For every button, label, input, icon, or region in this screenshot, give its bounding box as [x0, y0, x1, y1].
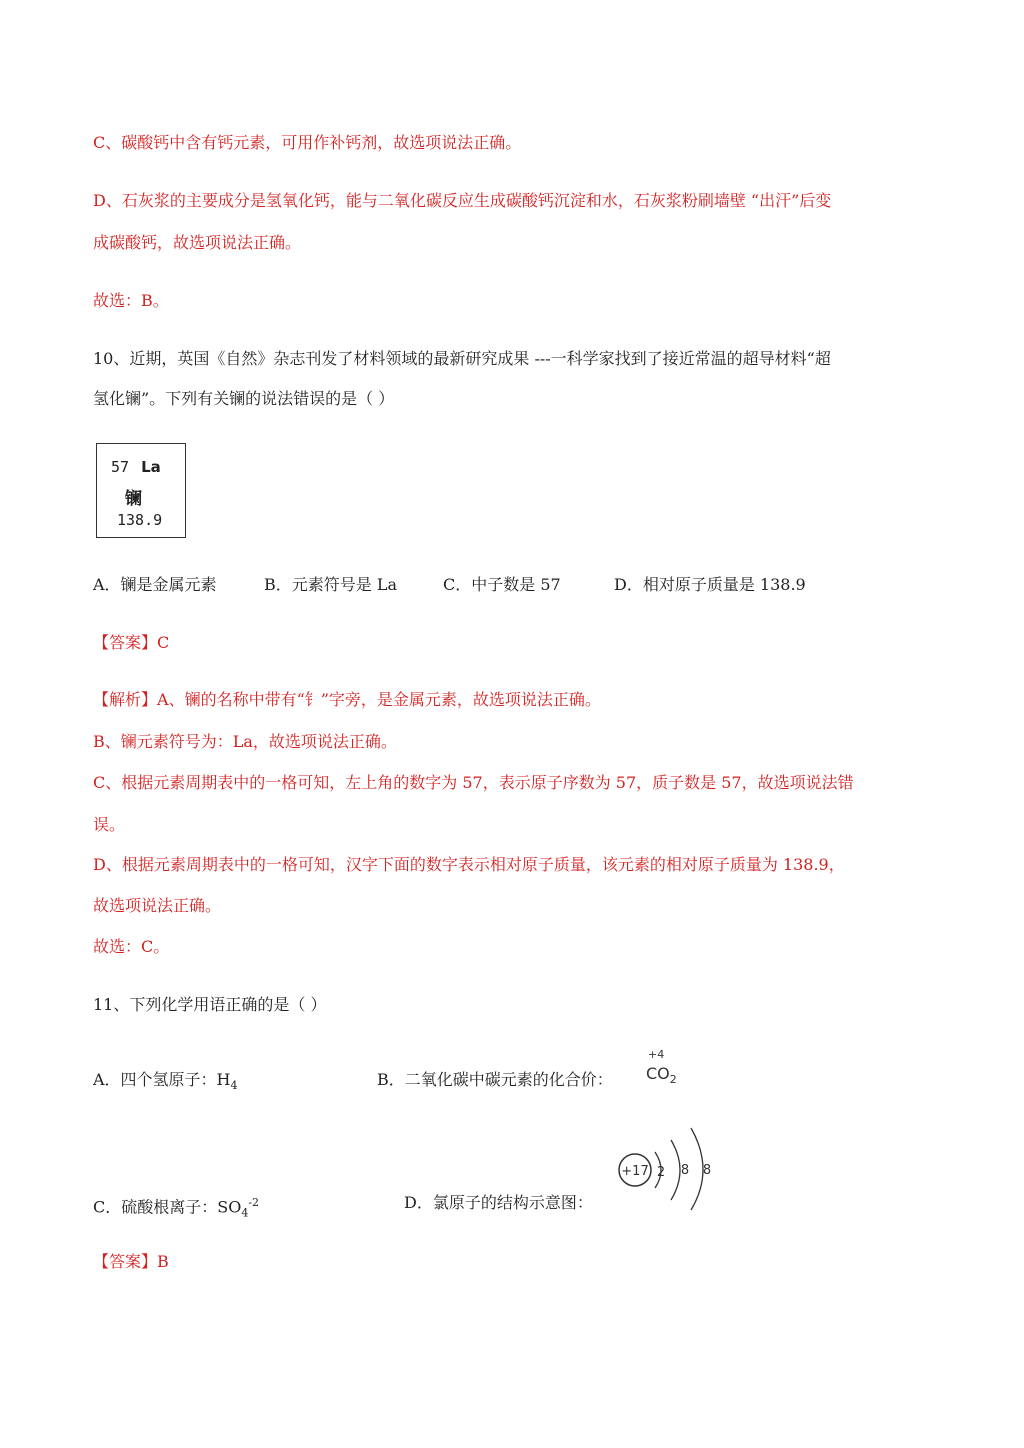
analysis-d-q9-line2: 成碳酸钙，故选项说法正确。 [93, 233, 302, 252]
atomic-number: 57 [111, 458, 130, 476]
q10-analysis-c-line1: C、根据元素周期表中的一格可知，左上角的数字为 57，表示原子序数为 57，质子数是 57，故选项说法错 [93, 773, 854, 792]
choice-q9: 故选：B。 [93, 291, 169, 310]
shell-arc-3 [691, 1128, 703, 1210]
subscript: 4 [230, 1079, 238, 1093]
q10-analysis-a [93, 689, 601, 711]
q10-stem-line1: 10、近期，英国《自然》杂志刊发了材料领域的最新研究成果 ---一科学家找到了接近常温的超导材料“超 [93, 349, 831, 368]
analysis-d-q9-line1: D、石灰浆的主要成分是氢氧化钙，能与二氧化碳反应生成碳酸钙沉淀和水，石灰浆粉刷墙壁 “出汗”后变 [93, 191, 832, 210]
q11-option-a-text: A．四个氢原子：H [93, 1070, 231, 1089]
q11-answer [93, 1251, 169, 1273]
q11-option-b: B．二氧化碳中碳元素的化合价： [377, 1070, 613, 1089]
shell-electrons-2: 8 [680, 1163, 690, 1178]
q10-option-c: C．中子数是 57 [443, 575, 561, 594]
valence-value: +4 [648, 1048, 665, 1061]
superscript: -2 [248, 1196, 260, 1209]
subscript: 4 [241, 1206, 249, 1220]
q10-answer [93, 632, 169, 654]
answer-tag: 【答案】 [93, 633, 158, 652]
nucleus-charge: +17 [621, 1164, 649, 1179]
shell-electrons-3: 8 [702, 1163, 712, 1178]
q10-option-b: B．元素符号是 La [264, 575, 398, 594]
q11-option-c-text: C．硫酸根离子：SO [93, 1197, 242, 1217]
atomic-mass: 138.9 [117, 511, 163, 529]
q10-analysis-c-line2: 误。 [93, 815, 126, 834]
analysis-tag: 【解析】 [93, 690, 158, 709]
q11-option-a [93, 1069, 238, 1097]
shell-arc-2 [671, 1140, 680, 1200]
element-tile [96, 443, 186, 538]
q10-stem-line2: 氢化镧”。下列有关镧的说法错误的是（ ） [93, 389, 395, 408]
q10-analysis-b: B、镧元素符号为：La，故选项说法正确。 [93, 732, 397, 751]
q11-stem: 11、下列化学用语正确的是（ ） [93, 995, 327, 1014]
q10-choice: 故选：C。 [93, 937, 170, 956]
co2-formula: $CO_2$ [646, 1064, 677, 1087]
answer-value: B [157, 1252, 169, 1271]
shell-electrons-1: 2 [656, 1165, 666, 1180]
q10-option-a: A．镧是金属元素 [93, 575, 217, 594]
element-symbol: La [141, 458, 161, 476]
answer-tag: 【答案】 [93, 1252, 158, 1271]
q10-analysis-d-line2: 故选项说法正确。 [93, 896, 222, 915]
answer-value: C [157, 633, 170, 652]
q11-option-d: D．氯原子的结构示意图： [404, 1193, 593, 1212]
analysis-a-text: A、镧的名称中带有“钅”字旁，是金属元素，故选项说法正确。 [157, 690, 601, 709]
chlorine-atom-diagram [615, 1124, 725, 1214]
q10-analysis-d-line1: D、根据元素周期表中的一格可知，汉字下面的数字表示相对原子质量，该元素的相对原子质量为 138.9， [93, 855, 845, 874]
q10-option-d: D．相对原子质量是 138.9 [614, 575, 806, 594]
analysis-c-q9: C、碳酸钙中含有钙元素，可用作补钙剂，故选项说法正确。 [93, 133, 522, 152]
q11-option-c [93, 1192, 259, 1225]
subscript: 2 [669, 1073, 677, 1087]
element-name: 镧 [125, 489, 142, 509]
